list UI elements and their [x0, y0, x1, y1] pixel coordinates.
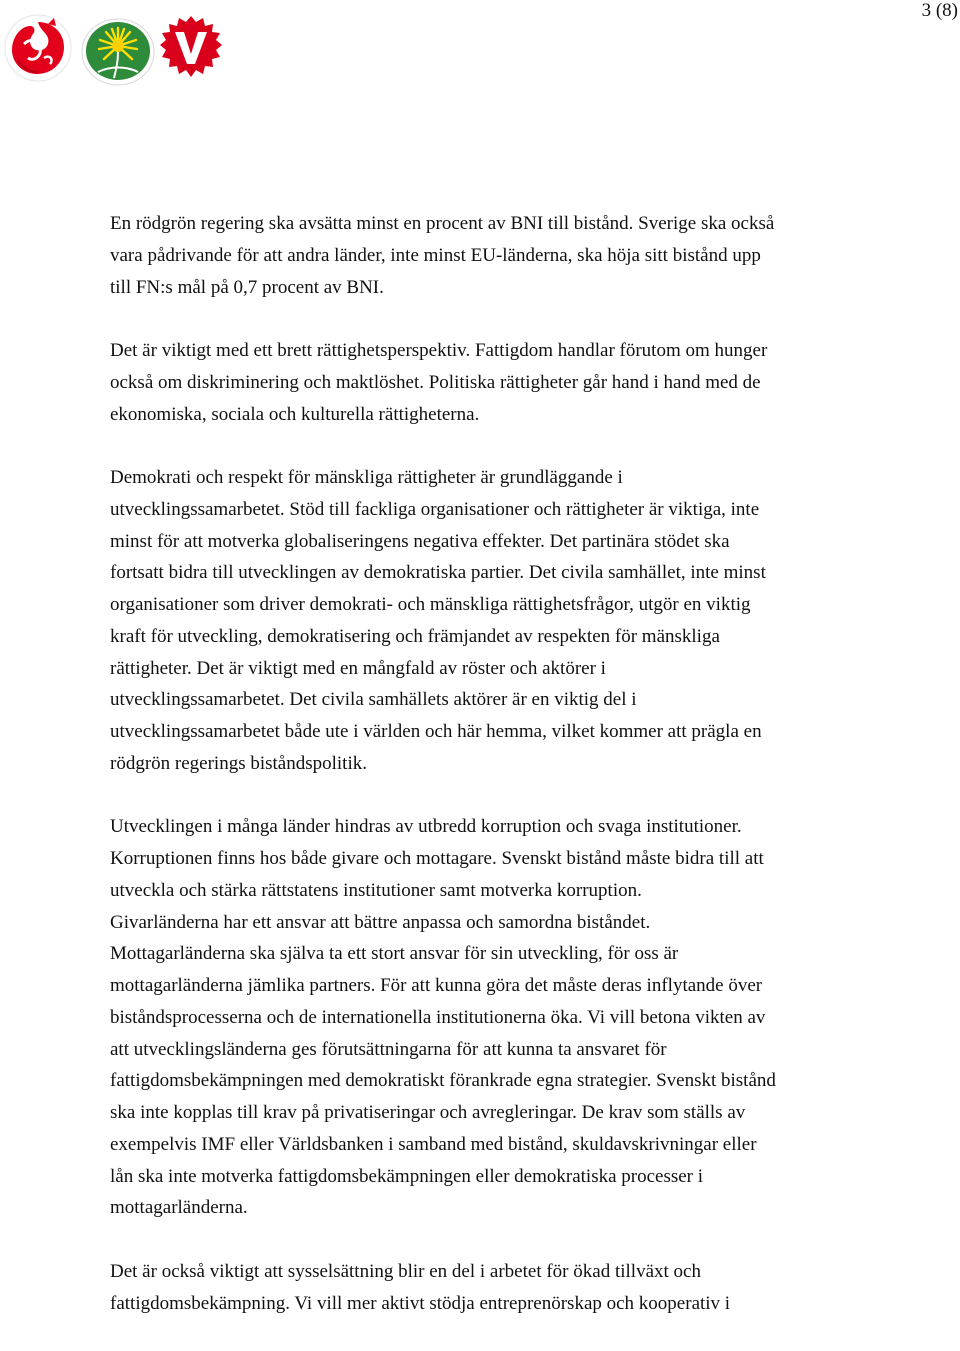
- paragraph: [110, 462, 840, 780]
- text-line: att utvecklingsländerna ges förutsättningarna för att kunna ta ansvaret för: [110, 1038, 667, 1060]
- text-line: kraft för utveckling, demokratisering och främjandet av respekten för mänskliga: [110, 625, 720, 647]
- text-line: fortsatt bidra till utvecklingen av demokratiska partier. Det civila samhället, inte minst: [110, 562, 766, 584]
- text-line: fattigdomsbekämpningen med demokratiskt förankrade egna strategier. Svenskt bistånd: [110, 1070, 776, 1092]
- text-line: Korruptionen finns hos både givare och mottagare. Svenskt bistånd måste bidra till att: [110, 848, 764, 869]
- rose-logo-icon: [4, 14, 72, 82]
- text-line: biståndsprocesserna och de internationella institutionerna öka. Vi vill betona vikten av: [110, 1006, 766, 1028]
- text-line: utvecklingssamarbetet. Det civila samhällets aktörer är en viktig del i: [110, 689, 637, 711]
- text-line: utvecklingssamarbetet både ute i världen och här hemma, vilket kommer att prägla en: [110, 721, 762, 742]
- text-line: organisationer som driver demokrati- och mänskliga rättighetsfrågor, utgör en viktig: [110, 594, 751, 615]
- document-body: [110, 208, 840, 1351]
- paragraph: [110, 208, 840, 303]
- text-line: ekonomiska, sociala och kulturella rättigheterna.: [110, 403, 480, 425]
- text-line: Demokrati och respekt för mänskliga rättigheter är grundläggande i: [110, 467, 623, 488]
- text-line: fattigdomsbekämpning. Vi vill mer aktivt stödja entreprenörskap och kooperativ i: [110, 1292, 731, 1314]
- text-line: också om diskriminering och maktlöshet. Politiska rättigheter går hand i hand med de: [110, 371, 761, 393]
- text-line: Det är också viktigt att sysselsättning blir en del i arbetet för ökad tillväxt och: [110, 1260, 701, 1282]
- text-line: exempelvis IMF eller Världsbanken i samband med bistånd, skuldavskrivningar eller: [110, 1133, 757, 1155]
- text-line: utveckla och stärka rättstatens institutioner samt motverka korruption.: [110, 879, 642, 901]
- text-line: ska inte kopplas till krav på privatiseringar och avregleringar. De krav som ställs av: [110, 1102, 746, 1123]
- text-line: rättigheter. Det är viktigt med en mångfald av röster och aktörer i: [110, 657, 606, 679]
- text-line: lån ska inte motverka fattigdomsbekämpningen eller demokratiska processer i: [110, 1165, 704, 1187]
- text-line: Mottagarländerna ska själva ta ett stort ansvar för sin utveckling, för oss är: [110, 943, 679, 965]
- text-line: mottagarländerna jämlika partners. För att kunna göra det måste deras inflytande över: [110, 975, 763, 996]
- text-line: rödgrön regerings biståndspolitik.: [110, 752, 367, 774]
- text-line: till FN:s mål på 0,7 procent av BNI.: [110, 276, 384, 298]
- paragraph: [110, 335, 840, 430]
- text-line: utvecklingssamarbetet. Stöd till fackliga organisationer och rättigheter är viktiga, inte: [110, 498, 760, 520]
- text-line: vara pådrivande för att andra länder, inte minst EU-länderna, ska höja sitt bistånd upp: [110, 244, 761, 266]
- v-logo-icon: [158, 14, 224, 82]
- text-line: Givarländerna har ett ansvar att bättre anpassa och samordna biståndet.: [110, 911, 651, 933]
- paragraph: [110, 811, 840, 1224]
- page-number: 3 (8): [921, 0, 958, 21]
- paragraph: [110, 1256, 840, 1320]
- text-line: Utvecklingen i många länder hindras av utbredd korruption och svaga institutioner.: [110, 816, 742, 838]
- dandelion-logo-icon: [80, 16, 156, 86]
- text-line: minst för att motverka globaliseringens negativa effekter. Det partinära stödet ska: [110, 530, 730, 552]
- text-line: mottagarländerna.: [110, 1197, 248, 1219]
- text-line: En rödgrön regering ska avsätta minst en procent av BNI till bistånd. Sverige ska också: [110, 213, 775, 234]
- text-line: Det är viktigt med ett brett rättighetsperspektiv. Fattigdom handlar förutom om hunger: [110, 340, 768, 361]
